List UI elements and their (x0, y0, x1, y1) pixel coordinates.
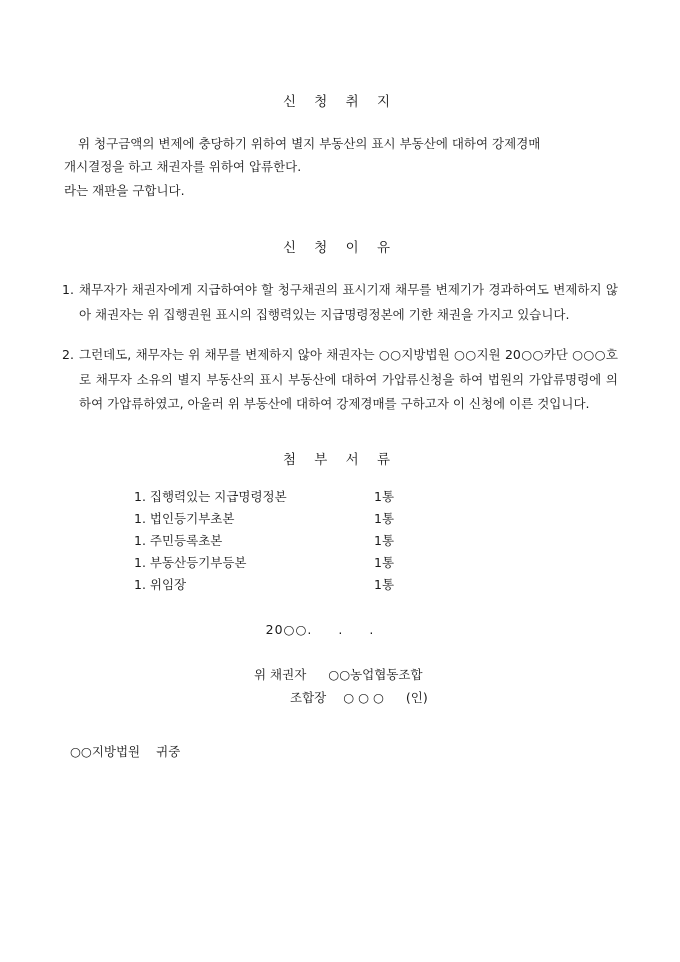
creditor-org: ○○농업협동조합 (328, 666, 423, 682)
date-day: . (369, 621, 375, 637)
creditor-line (62, 663, 618, 687)
attachment-count: 1통 (374, 554, 395, 570)
list-item (62, 552, 618, 574)
application-purport-body (62, 132, 618, 202)
attachment-count: 1통 (374, 533, 395, 548)
reason-item (62, 278, 618, 327)
attachment-list (62, 486, 618, 595)
purport-line-2: 개시결정을 하고 채권자를 위하여 압류한다. (64, 159, 302, 175)
seal-mark: (인) (405, 690, 428, 706)
reason-text: 채무자가 채권자에게 지급하여야 할 청구채권의 표시기재 채무를 변제기가 경과하여도 변제하지 않아 채권자는 위 집행권원 표시의 집행력있는 지급명령정본에 기한 채권을 가지고 있습니다. (79, 282, 618, 322)
attachment-count: 1통 (374, 489, 395, 505)
list-item (62, 530, 618, 552)
list-item (62, 508, 618, 530)
attachment-label: 1. 위임장 (134, 576, 187, 592)
representative-line (62, 686, 618, 710)
attachment-label: 1. 법인등기부초본 (134, 511, 235, 527)
purport-line-1: 위 청구금액의 변제에 충당하기 위하여 별지 부동산의 표시 부동산에 대하여 강제경매 (78, 136, 541, 151)
reason-text: 그런데도, 채무자는 위 채무를 변제하지 않아 채권자는 ○○지방법원 ○○지원 20○○카단 ○○○호로 채무자 소유의 별지 부동산의 표시 부동산에 대하여 가압류신청을 하여 법원의 가압류명령에 의하여 가압류하였고, 아울러 위 부동산에 대하여 강제경매를 구하고자 이 신청에 이른 것입니다. (79, 347, 618, 411)
reason-number: 1. (62, 282, 74, 298)
heading-application-reason: 신 청 이 유 (282, 240, 398, 257)
attachment-label: 1. 부동산등기부등본 (134, 554, 247, 570)
heading-attachments: 첨 부 서 류 (282, 452, 398, 469)
court-address-line (62, 742, 618, 760)
reason-list (62, 278, 618, 416)
attachment-label: 1. 주민등록초본 (134, 533, 223, 548)
date-line (62, 622, 618, 637)
heading-application-purport: 신 청 취 지 (282, 94, 398, 110)
court-honorific: 귀중 (156, 744, 181, 760)
list-item (62, 486, 618, 508)
date-month: . (338, 621, 344, 637)
creditor-role: 위 채권자 (254, 666, 307, 682)
list-item (62, 574, 618, 596)
reason-item (62, 343, 618, 416)
attachment-label: 1. 집행력있는 지급명령정본 (134, 489, 287, 505)
reason-number: 2. (62, 347, 74, 363)
court-name: ○○지방법원 (70, 744, 141, 760)
date-year: 20○○. (265, 621, 313, 637)
purport-line-3: 라는 재판을 구합니다. (64, 183, 185, 199)
attachment-count: 1통 (374, 511, 395, 527)
representative-title: 조합장 (290, 690, 327, 706)
signature-block (62, 663, 618, 711)
representative-name: ○ ○ ○ (343, 690, 384, 706)
attachment-count: 1통 (374, 576, 395, 592)
